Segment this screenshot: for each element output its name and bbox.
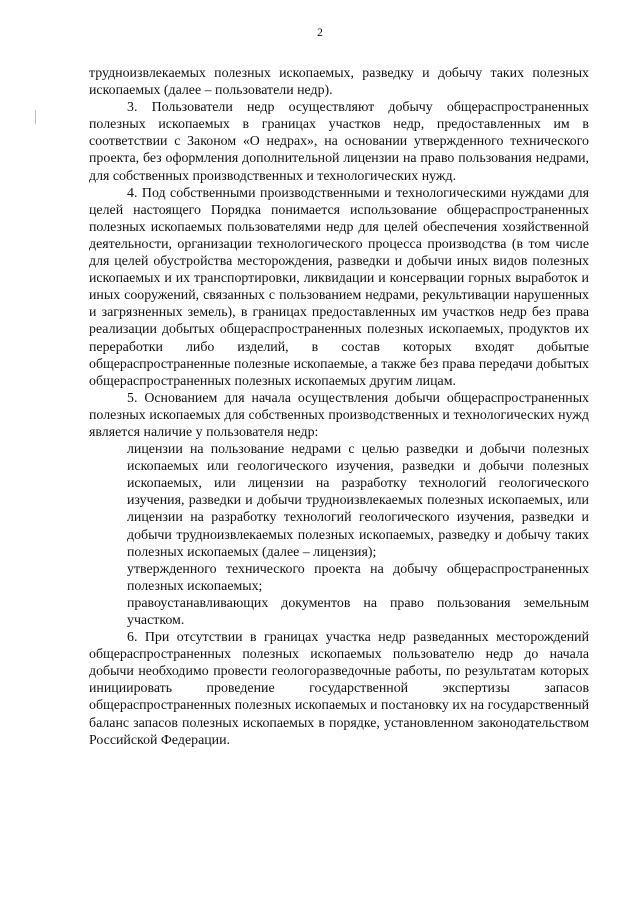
paragraph-5-item-project: утвержденного технического проекта на добычу общераспространенных полезных ископаемых; — [127, 561, 589, 594]
paragraph-3: 3. Пользователи недр осуществляют добычу общераспространенных полезных ископаемых в границах участков недр, предоставленных им в соответствии с Законом «О недрах», на основании утвержденного технического проекта, без оформления дополнительной лицензии на право пользования недрами, для собственных производственных и технологических нужд. — [89, 100, 589, 184]
paragraph-5-item-license: лицензии на пользование недрами с целью разведки и добычи полезных ископаемых или геологического изучения, разведки и добычи полезных ископаемых, или лицензии на разработку технологий геологического изучения, разведки и добычи трудноизвлекаемых полезных ископаемых, или лицензии на разработку технологий геологического изучения, разведки и добычи трудноизвлекаемых полезных ископаемых, разведку и добычу таких полезных ископаемых (далее – лицензия); — [127, 442, 589, 560]
paragraph-4: 4. Под собственными производственными и технологическими нуждами для целей настоящего Порядка понимается использование общераспространенных полезных ископаемых пользователями недр для целей обеспечения хозяйственной деятельности, организации технологического процесса производства (в том числе для целей обустройства месторождения, разведки и добычи иных видов полезных ископаемых и их транспортировки, ликвидации и консервации горных выработок и иных сооружений, связанных с пользованием недрами, рекультивации нарушенных и загрязненных земель), в границах предоставленных им участков недр без права реализации добытых общераспространенных полезных ископаемых, продуктов их переработки либо изделий, в состав которых входят добытые общераспространенные полезные ископаемые, а также без права передачи добытых общераспространенных полезных ископаемых другим лицам. — [89, 185, 589, 389]
page-number: 2 — [317, 27, 323, 39]
document-body — [89, 65, 589, 749]
paragraph-5-items — [89, 441, 589, 629]
margin-mark — [35, 110, 36, 124]
paragraph-6: 6. При отсутствии в границах участка недр разведанных месторождений общераспространенных полезных ископаемых пользователю недр до начала добычи необходимо провести геологоразведочные работы, по результатам которых инициировать проведение государственной экспертизы запасов общераспространенных полезных ископаемых и постановку их на государственный баланс запасов полезных ископаемых в порядке, установленном законодательством Российской Федерации. — [89, 630, 589, 748]
paragraph-5-item-land-documents: правоустанавливающих документов на право пользования земельным участком. — [127, 595, 589, 628]
paragraph-5: 5. Основанием для начала осуществления добычи общераспространенных полезных ископаемых для собственных производственных и технологических нужд является наличие у пользователя недр: — [89, 390, 589, 440]
paragraph-continuation: трудноизвлекаемых полезных ископаемых, разведку и добычу таких полезных ископаемых (далее – пользователи недр). — [89, 66, 589, 99]
